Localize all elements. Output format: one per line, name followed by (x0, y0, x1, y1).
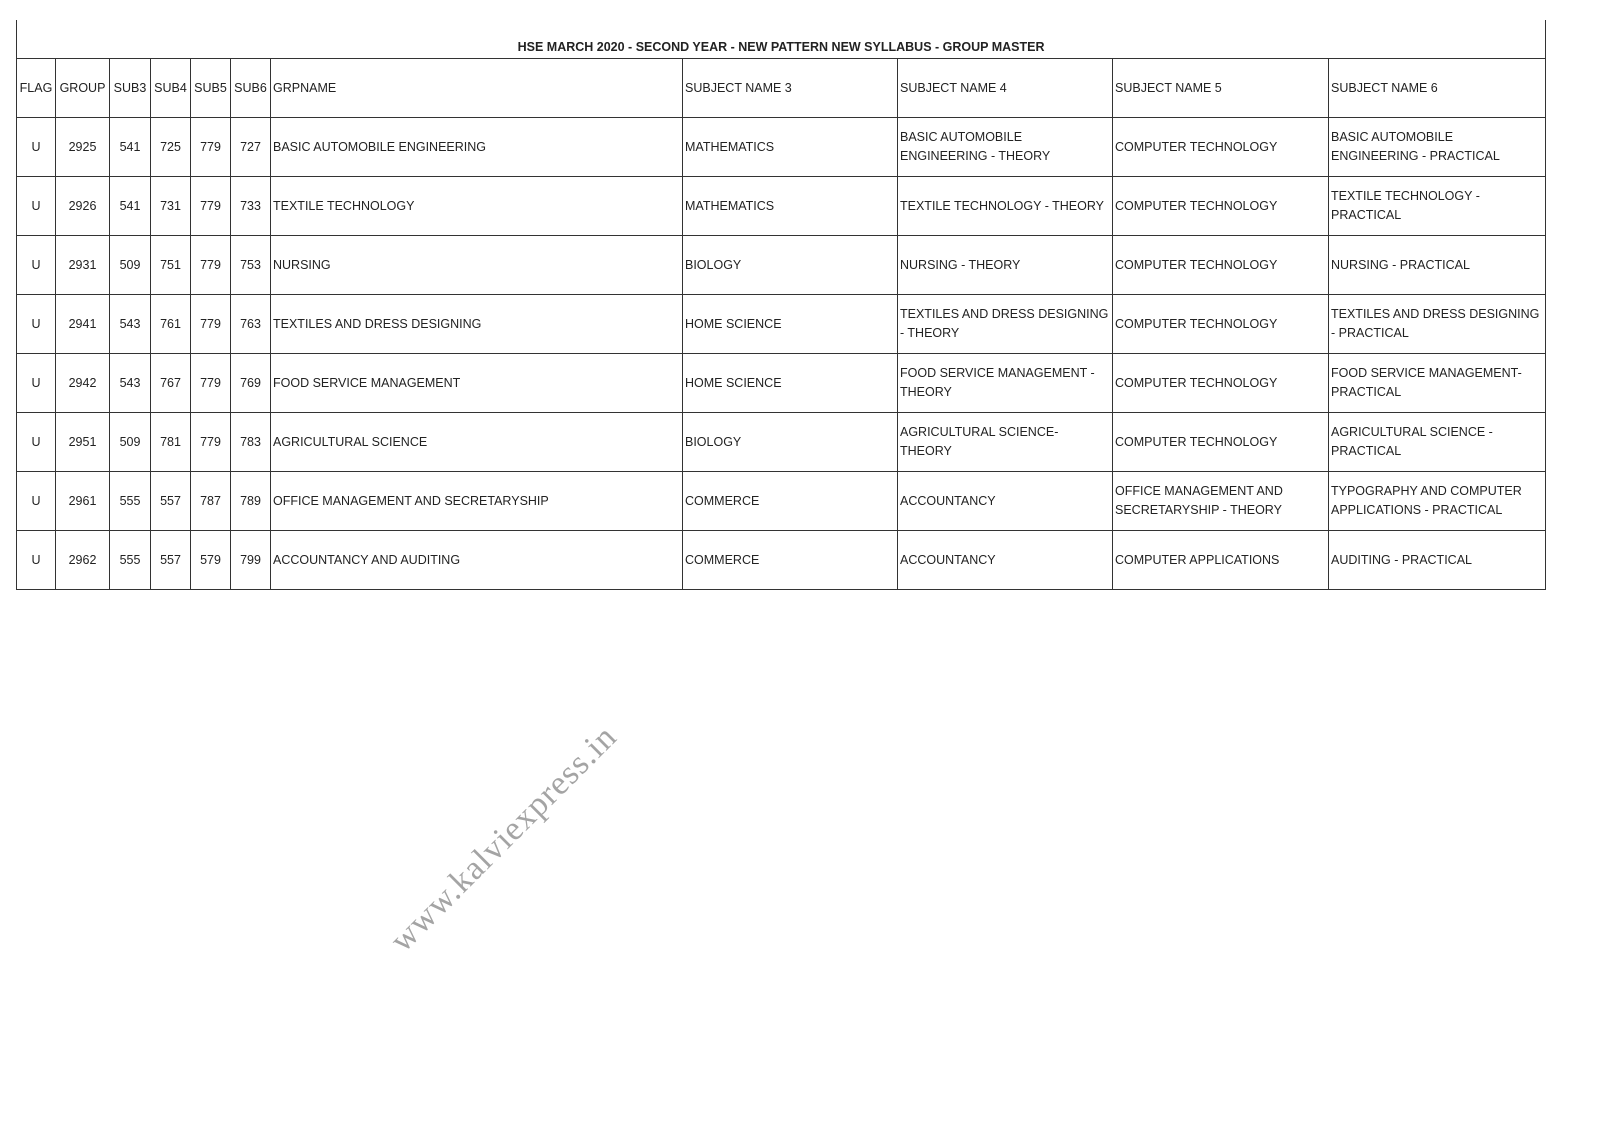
table-cell: 769 (231, 354, 271, 413)
column-header: SUB3 (110, 59, 151, 118)
table-row (17, 177, 1546, 236)
table-cell: U (17, 354, 56, 413)
table-cell: U (17, 531, 56, 590)
table-cell: 763 (231, 295, 271, 354)
table-cell: 779 (191, 118, 231, 177)
table-row (17, 236, 1546, 295)
table-cell: AGRICULTURAL SCIENCE- THEORY (898, 413, 1113, 472)
table-cell: 2926 (56, 177, 110, 236)
group-master-table (16, 20, 1546, 590)
table-cell: OFFICE MANAGEMENT AND SECRETARYSHIP - THEORY (1113, 472, 1329, 531)
table-cell: COMPUTER TECHNOLOGY (1113, 413, 1329, 472)
table-cell: 779 (191, 354, 231, 413)
table-cell: COMMERCE (683, 472, 898, 531)
table-cell: 509 (110, 236, 151, 295)
table-cell: 541 (110, 118, 151, 177)
table-cell: TEXTILES AND DRESS DESIGNING - PRACTICAL (1329, 295, 1546, 354)
table-cell: COMPUTER TECHNOLOGY (1113, 354, 1329, 413)
table-cell: 2942 (56, 354, 110, 413)
table-cell: 787 (191, 472, 231, 531)
table-cell: COMPUTER APPLICATIONS (1113, 531, 1329, 590)
table-cell: U (17, 177, 56, 236)
table-cell: COMPUTER TECHNOLOGY (1113, 236, 1329, 295)
column-header: FLAG (17, 59, 56, 118)
column-header: SUB5 (191, 59, 231, 118)
table-cell: 555 (110, 472, 151, 531)
table-cell: 733 (231, 177, 271, 236)
table-cell: BASIC AUTOMOBILE ENGINEERING - THEORY (898, 118, 1113, 177)
table-cell: 541 (110, 177, 151, 236)
table-cell: 731 (151, 177, 191, 236)
table-cell: 2961 (56, 472, 110, 531)
table-cell: TEXTILE TECHNOLOGY - PRACTICAL (1329, 177, 1546, 236)
table-cell: 2925 (56, 118, 110, 177)
table-cell: 543 (110, 295, 151, 354)
table-cell: FOOD SERVICE MANAGEMENT - THEORY (898, 354, 1113, 413)
table-cell: 543 (110, 354, 151, 413)
table-cell: 2941 (56, 295, 110, 354)
table-cell: 781 (151, 413, 191, 472)
table-row (17, 295, 1546, 354)
table-cell: AGRICULTURAL SCIENCE (271, 413, 683, 472)
table-cell: U (17, 295, 56, 354)
table-cell: MATHEMATICS (683, 177, 898, 236)
table-cell: COMMERCE (683, 531, 898, 590)
table-cell: U (17, 413, 56, 472)
table-cell: COMPUTER TECHNOLOGY (1113, 118, 1329, 177)
table-row (17, 531, 1546, 590)
header-row (17, 59, 1546, 118)
table-cell: ACCOUNTANCY AND AUDITING (271, 531, 683, 590)
table-cell: U (17, 118, 56, 177)
table-cell: BASIC AUTOMOBILE ENGINEERING - PRACTICAL (1329, 118, 1546, 177)
table-cell: 727 (231, 118, 271, 177)
table-cell: TEXTILE TECHNOLOGY (271, 177, 683, 236)
table-cell: 2951 (56, 413, 110, 472)
table-cell: BASIC AUTOMOBILE ENGINEERING (271, 118, 683, 177)
table-cell: FOOD SERVICE MANAGEMENT- PRACTICAL (1329, 354, 1546, 413)
table-cell: TEXTILE TECHNOLOGY - THEORY (898, 177, 1113, 236)
table-cell: 779 (191, 177, 231, 236)
table-cell: BIOLOGY (683, 413, 898, 472)
table-cell: 783 (231, 413, 271, 472)
table-cell: 753 (231, 236, 271, 295)
table-cell: 725 (151, 118, 191, 177)
column-header: GROUP (56, 59, 110, 118)
table-cell: AUDITING - PRACTICAL (1329, 531, 1546, 590)
table-cell: 579 (191, 531, 231, 590)
title-row (17, 20, 1546, 59)
column-header: SUBJECT NAME 5 (1113, 59, 1329, 118)
table-cell: HOME SCIENCE (683, 295, 898, 354)
table-cell: 779 (191, 413, 231, 472)
table-cell: ACCOUNTANCY (898, 531, 1113, 590)
table-cell: U (17, 236, 56, 295)
table-cell: 2931 (56, 236, 110, 295)
table-cell: 767 (151, 354, 191, 413)
table-cell: 509 (110, 413, 151, 472)
column-header: SUBJECT NAME 6 (1329, 59, 1546, 118)
table-cell: ACCOUNTANCY (898, 472, 1113, 531)
table-cell: TYPOGRAPHY AND COMPUTER APPLICATIONS - PRACTICAL (1329, 472, 1546, 531)
table-cell: NURSING - THEORY (898, 236, 1113, 295)
table-cell: 751 (151, 236, 191, 295)
table-cell: MATHEMATICS (683, 118, 898, 177)
column-header: SUB4 (151, 59, 191, 118)
table-cell: 557 (151, 472, 191, 531)
column-header: SUBJECT NAME 4 (898, 59, 1113, 118)
table-cell: 557 (151, 531, 191, 590)
column-header: SUBJECT NAME 3 (683, 59, 898, 118)
table-cell: 789 (231, 472, 271, 531)
table-cell: 779 (191, 236, 231, 295)
table-cell: TEXTILES AND DRESS DESIGNING (271, 295, 683, 354)
table-cell: FOOD SERVICE MANAGEMENT (271, 354, 683, 413)
table-cell: HOME SCIENCE (683, 354, 898, 413)
table-cell: NURSING - PRACTICAL (1329, 236, 1546, 295)
table-cell: 779 (191, 295, 231, 354)
column-header: GRPNAME (271, 59, 683, 118)
table-cell: 2962 (56, 531, 110, 590)
table-row (17, 472, 1546, 531)
table-cell: OFFICE MANAGEMENT AND SECRETARYSHIP (271, 472, 683, 531)
column-header: SUB6 (231, 59, 271, 118)
table-cell: COMPUTER TECHNOLOGY (1113, 177, 1329, 236)
table-cell: U (17, 472, 56, 531)
table-row (17, 413, 1546, 472)
table-cell: TEXTILES AND DRESS DESIGNING - THEORY (898, 295, 1113, 354)
watermark: www.kalviexpress.in (383, 718, 625, 960)
table-cell: 761 (151, 295, 191, 354)
table-cell: NURSING (271, 236, 683, 295)
table-cell: AGRICULTURAL SCIENCE - PRACTICAL (1329, 413, 1546, 472)
table-cell: BIOLOGY (683, 236, 898, 295)
table-row (17, 118, 1546, 177)
table-title: HSE MARCH 2020 - SECOND YEAR - NEW PATTERN NEW SYLLABUS - GROUP MASTER (17, 20, 1546, 59)
table-row (17, 354, 1546, 413)
table-cell: 555 (110, 531, 151, 590)
table-cell: COMPUTER TECHNOLOGY (1113, 295, 1329, 354)
table-cell: 799 (231, 531, 271, 590)
